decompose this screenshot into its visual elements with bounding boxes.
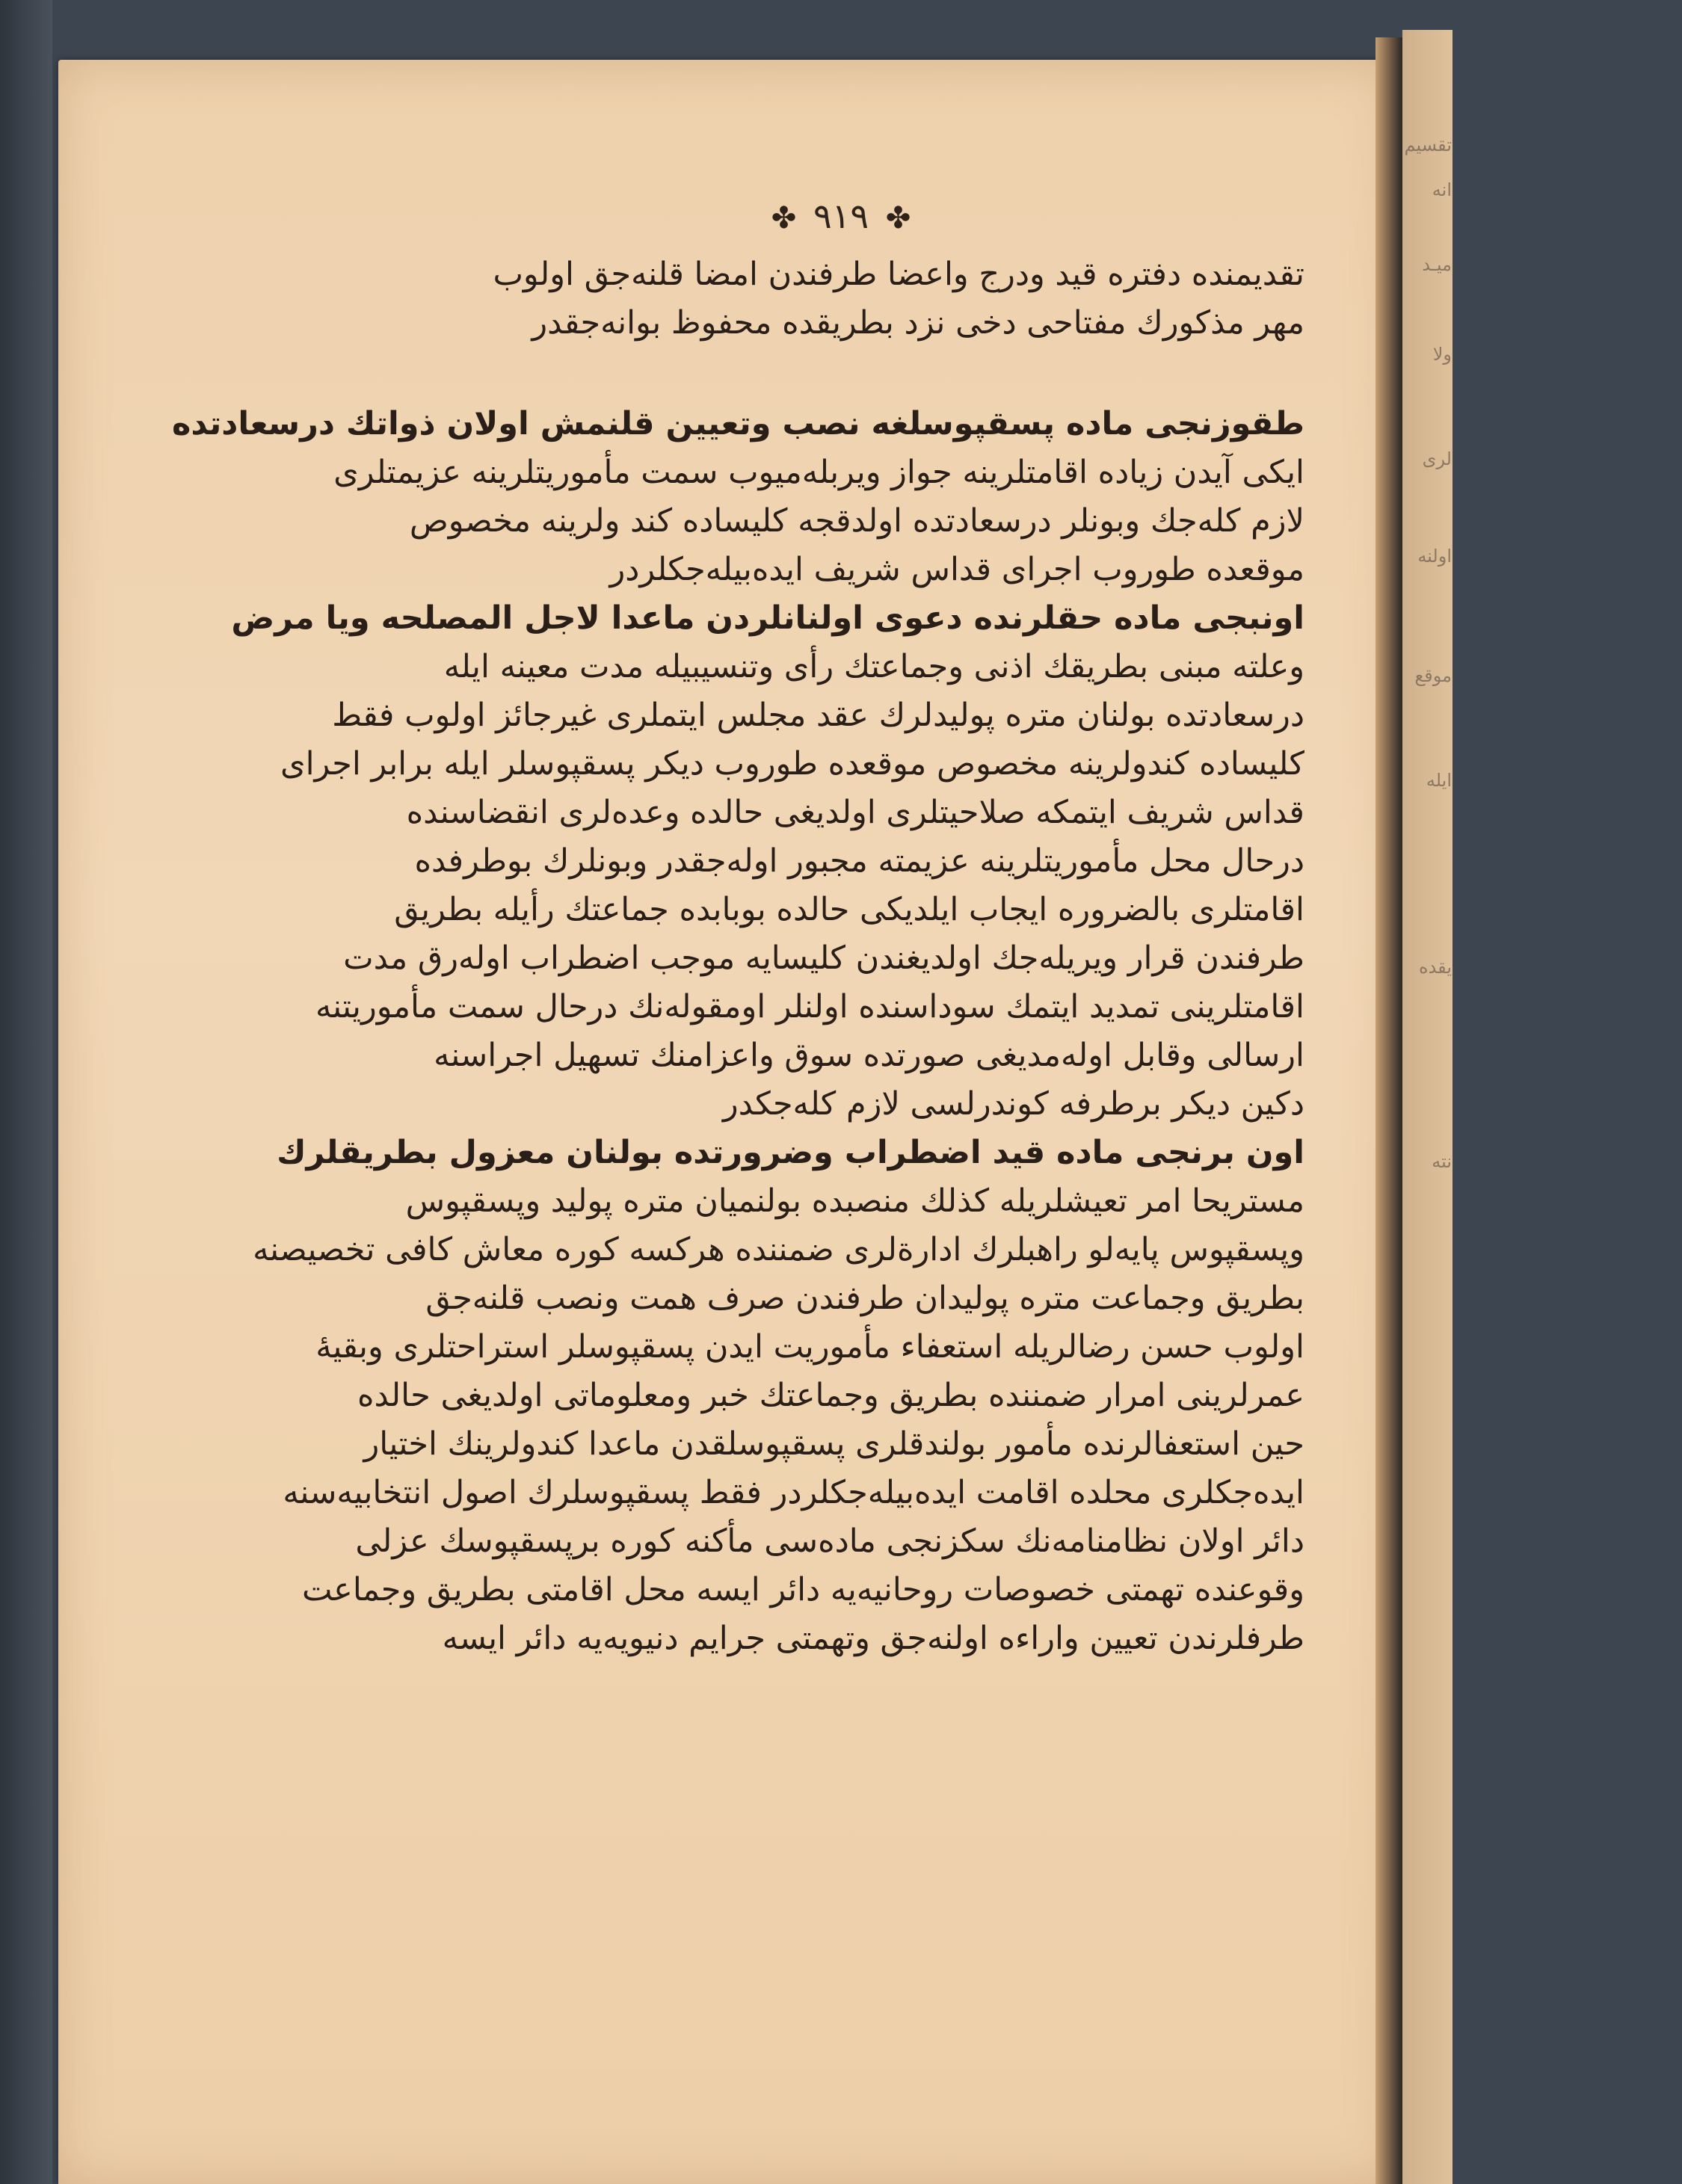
text-line: لازم كله‌جك وبونلر درسعادتده اولدقجه كليساده كند ولرينه مخصوص — [409, 502, 1304, 540]
next-page-bleed-text: اولنه — [1417, 546, 1452, 567]
text-line: اقامتلرى بالضروره ايجاب ايلديكى حالده بوبابده جماعتك رأيله بطريق — [394, 891, 1304, 928]
text-line: قداس شريف ايتمكه صلاحيتلرى اولديغى حالده وعده‌لرى انقضاسنده — [406, 794, 1304, 831]
text-line: درسعادتده بولنان متره پوليدلرك عقد مجلس ايتملرى غيرجائز اولوب فقط — [332, 697, 1304, 734]
text-line: اونبجى ماده حقلرنده دعوى اولنانلردن ماعدا لاجل المصلحه ويا مرض — [231, 599, 1304, 637]
next-page-bleed-text: ميـد — [1422, 254, 1452, 275]
text-line: حين استعفالرنده مأمور بولندقلرى پسقپوسلقدن ماعدا كندولرينك اختيار — [363, 1425, 1304, 1463]
next-page-bleed-text: لرى — [1422, 448, 1452, 469]
text-line: ارسالى وقابل اوله‌مديغى صورتده سوق واعزامنك تسهيل اجراسنه — [434, 1037, 1304, 1074]
text-line: دائر اولان نظامنامه‌نك سكزنجى ماده‌سى مأكنه كوره برپسقپوسك عزلى — [355, 1523, 1304, 1560]
text-line: درحال محل مأموريتلرينه عزيمته مجبور اوله‌جقدر وبونلرك بوطرفده — [414, 842, 1304, 880]
text-line: اولوب حسن رضالريله استعفاء مأموريت ايدن پسقپوسلر استراحتلرى وبقيهٔ — [315, 1328, 1304, 1366]
next-page-bleed-text: يقده — [1419, 957, 1452, 978]
header-ornament-icon: ✤ — [885, 201, 911, 235]
text-line: مهر مذكورك مفتاحى دخى نزد بطريقده محفوظ بوانه‌جقدر — [532, 304, 1304, 342]
text-line: ايكى آيدن زياده اقامتلرينه جواز ويربله‌ميوب سمت مأموريتلرينه عزيمتلرى — [333, 454, 1304, 491]
paragraph — [171, 400, 1304, 594]
next-page-bleed-text: ولا — [1432, 344, 1452, 365]
text-line: تقديمنده دفتره قيد ودرج واعضا طرفندن امضا قلنه‌جق اولوب — [493, 256, 1304, 293]
text-line: موقعده طوروب اجراى قداس شريف ايده‌بيله‌جكلردر — [609, 551, 1304, 588]
next-page-bleed-text: نته — [1432, 1151, 1452, 1172]
next-page-bleed-text: تقسيم — [1404, 135, 1452, 155]
text-line: وقوعنده تهمتى خصوصات روحانيه‌يه دائر ايسه محل اقامتى بطريق وجماعت — [301, 1571, 1304, 1608]
scan-background-left — [0, 0, 52, 2184]
paragraph — [389, 250, 1304, 348]
text-line: طرفلرندن تعيين واراءه اولنه‌جق وتهمتى جرايم دنيويه‌يه دائر ايسه — [442, 1620, 1304, 1657]
page-header — [0, 196, 1682, 236]
paragraph — [231, 594, 1304, 1129]
text-line: كليساده كندولرينه مخصوص موقعده طوروب ديكر پسقپوسلر ايله برابر اجراى — [280, 745, 1304, 783]
text-line: ايده‌جكلرى محلده اقامت ايده‌بيله‌جكلردر فقط پسقپوسلرك اصول انتخابيه‌سنه — [283, 1474, 1304, 1511]
page-number: ٩١٩ — [813, 196, 869, 236]
text-line: وعلته مبنى بطريقك اذنى وجماعتك رأى وتنسيبيله مدت معينه ايله — [443, 648, 1304, 685]
text-line: بطريق وجماعت متره پوليدان طرفندن صرف همت ونصب قلنه‌جق — [425, 1280, 1304, 1317]
page-body — [171, 250, 1304, 1663]
next-page-edge — [1402, 30, 1453, 2184]
next-page-bleed-text: موقع — [1414, 665, 1452, 686]
text-line: طقوزنجى ماده پسقپوسلغه نصب وتعيين قلنمش اولان ذواتك درسعادتده — [171, 405, 1304, 442]
text-line: طرفندن قرار ويريله‌جك اولديغندن كليسايه موجب اضطراب اوله‌رق مدت — [343, 940, 1304, 977]
text-line: دكين ديكر برطرفه كوندرلسى لازم كله‌جكدر — [722, 1085, 1304, 1123]
next-page-bleed-text: انه — [1432, 179, 1452, 200]
text-line: اقامتلرينى تمديد ايتمك سوداسنده اولنلر اومقوله‌نك درحال سمت مأموريتنه — [315, 988, 1304, 1025]
paragraph — [253, 1129, 1304, 1663]
book-gutter — [1376, 37, 1402, 2184]
header-ornament-icon: ✤ — [771, 201, 797, 235]
text-line: اون برنجى ماده قيد اضطراب وضرورتده بولنان معزول بطريقلرك — [277, 1134, 1304, 1171]
text-line: وپسقپوس پايه‌لو راهبلرك ادارة‌لرى ضمننده هركسه كوره معاش كافى تخصيصنه — [253, 1231, 1304, 1268]
text-line: مستريحا امر تعيشلريله كذلك منصبده بولنميان متره پوليد وپسقپوس — [405, 1182, 1304, 1220]
next-page-bleed-text: ايله — [1426, 770, 1452, 791]
text-line: عمرلرينى امرار ضمننده بطريق وجماعتك خبر ومعلوماتى اولديغى حالده — [357, 1377, 1304, 1414]
